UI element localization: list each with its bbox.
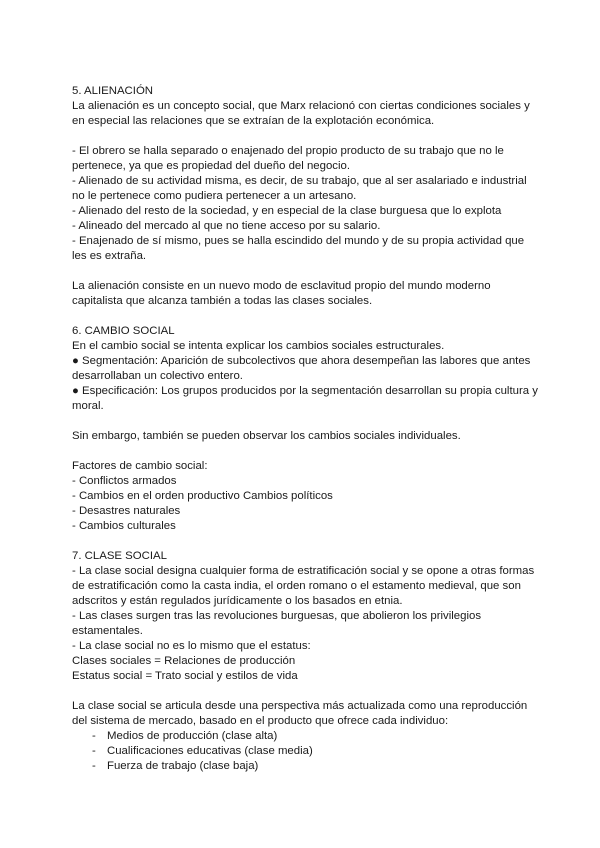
section-5-point-line: - Alineado del mercado al que no tiene acceso por su salario.: [72, 220, 381, 232]
section-6-heading: 6. CAMBIO SOCIAL: [72, 325, 175, 337]
section-6-individual-line: Sin embargo, también se pueden observar los cambios sociales individuales.: [72, 430, 461, 442]
document-page: [72, 84, 542, 774]
section-7-line: adscritos y están regulados jurídicamente o los basados en etnia.: [72, 595, 403, 607]
section-6-factor-item: - Desastres naturales: [72, 505, 181, 517]
section-5-point-line: les es extraña.: [72, 250, 147, 262]
section-7-articulation-line: del sistema de mercado, basado en el producto que ofrece cada individuo:: [72, 715, 449, 727]
section-5-intro-line: en especial las relaciones que se extraían de la explotación económica.: [72, 115, 435, 127]
class-list: [72, 729, 542, 774]
section-5-point-line: - Alienado del resto de la sociedad, y en especial de la clase burguesa que lo explota: [72, 205, 502, 217]
section-7-line: Clases sociales = Relaciones de producción: [72, 655, 296, 667]
class-list-item: [72, 729, 542, 744]
section-5-point-line: pertenece, ya que es propiedad del dueño del negocio.: [72, 160, 351, 172]
class-list-item: [72, 744, 542, 759]
dash-bullet: -: [92, 760, 96, 772]
section-5-point-line: - Alienado de su actividad misma, es decir, de su trabajo, que al ser asalariado e industrial: [72, 175, 527, 187]
section-6-intro-line: En el cambio social se intenta explicar los cambios sociales estructurales.: [72, 340, 445, 352]
class-list-item-text: Medios de producción (clase alta): [107, 730, 278, 742]
dash-bullet: -: [92, 745, 96, 757]
paragraph-gap: [72, 414, 542, 429]
section-5-conclusion-line: capitalista que alcanza también a todas las clases sociales.: [72, 295, 373, 307]
paragraph-gap: [72, 264, 542, 279]
section-6-intro-line: moral.: [72, 400, 104, 412]
section-6-intro-line: desarrollaban un colectivo entero.: [72, 370, 243, 382]
section-7-line: - Las clases surgen tras las revoluciones burguesas, que abolieron los privilegios: [72, 610, 482, 622]
section-5-heading: 5. ALIENACIÓN: [72, 85, 154, 97]
section-6-intro-line: ● Especificación: Los grupos producidos por la segmentación desarrollan su propia cultura y: [72, 385, 538, 397]
section-5-conclusion-line: La alienación consiste en un nuevo modo de esclavitud propio del mundo moderno: [72, 280, 491, 292]
section-7-line: - La clase social no es lo mismo que el estatus:: [72, 640, 311, 652]
section-6-factor-item: - Cambios en el orden productivo Cambios políticos: [72, 490, 333, 502]
class-list-item: [72, 759, 542, 774]
paragraph-gap: [72, 444, 542, 459]
section-5-point-line: - El obrero se halla separado o enajenado del propio producto de su trabajo que no le: [72, 145, 504, 157]
paragraph-gap: [72, 684, 542, 699]
paragraph-gap: [72, 129, 542, 144]
paragraph-gap: [72, 534, 542, 549]
section-5-point-line: no le pertenece como pudiera pertenecer a un artesano.: [72, 190, 357, 202]
section-6-factors-title: Factores de cambio social:: [72, 460, 208, 472]
section-7-line: estamentales.: [72, 625, 143, 637]
class-list-item-text: Fuerza de trabajo (clase baja): [107, 760, 259, 772]
section-6-factor-item: - Conflictos armados: [72, 475, 177, 487]
section-5-point-line: - Enajenado de sí mismo, pues se halla escindido del mundo y de su propia actividad que: [72, 235, 525, 247]
dash-bullet: -: [92, 730, 96, 742]
section-7-line: Estatus social = Trato social y estilos de vida: [72, 670, 298, 682]
section-6-factor-item: - Cambios culturales: [72, 520, 176, 532]
section-6-intro-line: ● Segmentación: Aparición de subcolectivos que ahora desempeñan las labores que antes: [72, 355, 531, 367]
section-5-intro-line: La alienación es un concepto social, que Marx relacionó con ciertas condiciones sociales y: [72, 100, 530, 112]
section-7-line: de estratificación como la casta india, el orden romano o el estamento medieval, que son: [72, 580, 521, 592]
paragraph-gap: [72, 309, 542, 324]
class-list-item-text: Cualificaciones educativas (clase media): [107, 745, 313, 757]
section-7-articulation-line: La clase social se articula desde una perspectiva más actualizada como una reproducción: [72, 700, 528, 712]
section-7-line: - La clase social designa cualquier forma de estratificación social y se opone a otras formas: [72, 565, 535, 577]
section-7-heading: 7. CLASE SOCIAL: [72, 550, 167, 562]
